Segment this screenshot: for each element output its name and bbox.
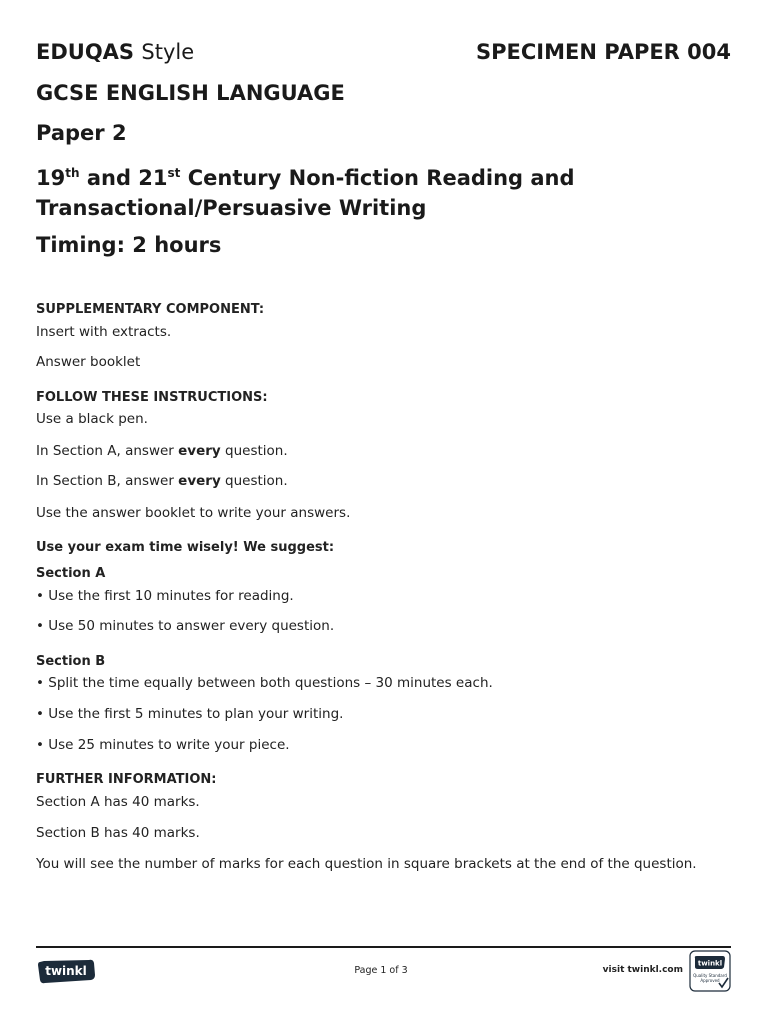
section-b-title: Section B bbox=[36, 654, 106, 669]
footer-divider bbox=[36, 946, 731, 948]
instruction-part: question. bbox=[220, 443, 288, 459]
paper-subtitle bbox=[36, 163, 636, 223]
instruction-emphasis: every bbox=[178, 443, 221, 459]
section-a-bullet: • Use 50 minutes to answer every question. bbox=[36, 618, 335, 634]
section-a-instruction bbox=[36, 445, 288, 459]
supplementary-label: SUPPLEMENTARY COMPONENT: bbox=[36, 302, 265, 317]
timing: Timing: 2 hours bbox=[36, 233, 222, 257]
brand-suffix: Style bbox=[141, 40, 195, 64]
instruction-part: question. bbox=[220, 473, 288, 489]
insert-text: Insert with extracts. bbox=[36, 324, 172, 340]
badge-line1: Quality Standard bbox=[693, 973, 727, 978]
booklet-instruction: Use the answer booklet to write your answers. bbox=[36, 505, 351, 521]
booklet-text: Answer booklet bbox=[36, 354, 141, 370]
brand-name: EDUQAS bbox=[36, 40, 135, 64]
section-b-instruction bbox=[36, 475, 288, 489]
section-b-bullet: • Use 25 minutes to write your piece. bbox=[36, 737, 290, 753]
subtitle-part: 19 bbox=[36, 166, 66, 190]
quality-badge bbox=[689, 950, 731, 992]
paper-number: Paper 2 bbox=[36, 121, 127, 145]
subtitle-sup-th: th bbox=[65, 166, 80, 180]
instruction-part: In Section B, answer bbox=[36, 473, 179, 489]
subject-title: GCSE ENGLISH LANGUAGE bbox=[36, 81, 345, 105]
instructions-label: FOLLOW THESE INSTRUCTIONS: bbox=[36, 390, 268, 405]
specimen-paper-label: SPECIMEN PAPER 004 bbox=[476, 40, 731, 64]
visit-link[interactable]: visit twinkl.com bbox=[602, 965, 683, 975]
subtitle-line2: Transactional/Persuasive Writing bbox=[36, 196, 427, 220]
further-label: FURTHER INFORMATION: bbox=[36, 772, 217, 787]
subtitle-part: and 21 bbox=[79, 166, 168, 190]
brackets-note: You will see the number of marks for each question in square brackets at the end of the question. bbox=[36, 856, 697, 872]
logo-text: twinkl bbox=[45, 964, 87, 978]
exam-cover-page bbox=[36, 0, 731, 1024]
suggest-label: Use your exam time wisely! We suggest: bbox=[36, 540, 335, 555]
brand-heading bbox=[36, 42, 194, 63]
section-b-marks: Section B has 40 marks. bbox=[36, 825, 200, 841]
twinkl-logo bbox=[36, 956, 97, 986]
section-b-bullet: • Use the first 5 minutes to plan your writing. bbox=[36, 706, 344, 722]
subtitle-sup-st: st bbox=[167, 166, 181, 180]
page-number: Page 1 of 3 bbox=[354, 965, 408, 976]
section-a-title: Section A bbox=[36, 566, 106, 581]
badge-line2: Approved bbox=[700, 978, 720, 983]
instruction-part: In Section A, answer bbox=[36, 443, 179, 459]
section-a-marks: Section A has 40 marks. bbox=[36, 794, 200, 810]
subtitle-part: Century Non-fiction Reading and bbox=[180, 166, 575, 190]
badge-logo-text: twinkl bbox=[697, 959, 723, 968]
pen-instruction: Use a black pen. bbox=[36, 411, 148, 427]
section-b-bullet: • Split the time equally between both questions – 30 minutes each. bbox=[36, 675, 493, 691]
instruction-emphasis: every bbox=[178, 473, 221, 489]
section-a-bullet: • Use the first 10 minutes for reading. bbox=[36, 588, 294, 604]
